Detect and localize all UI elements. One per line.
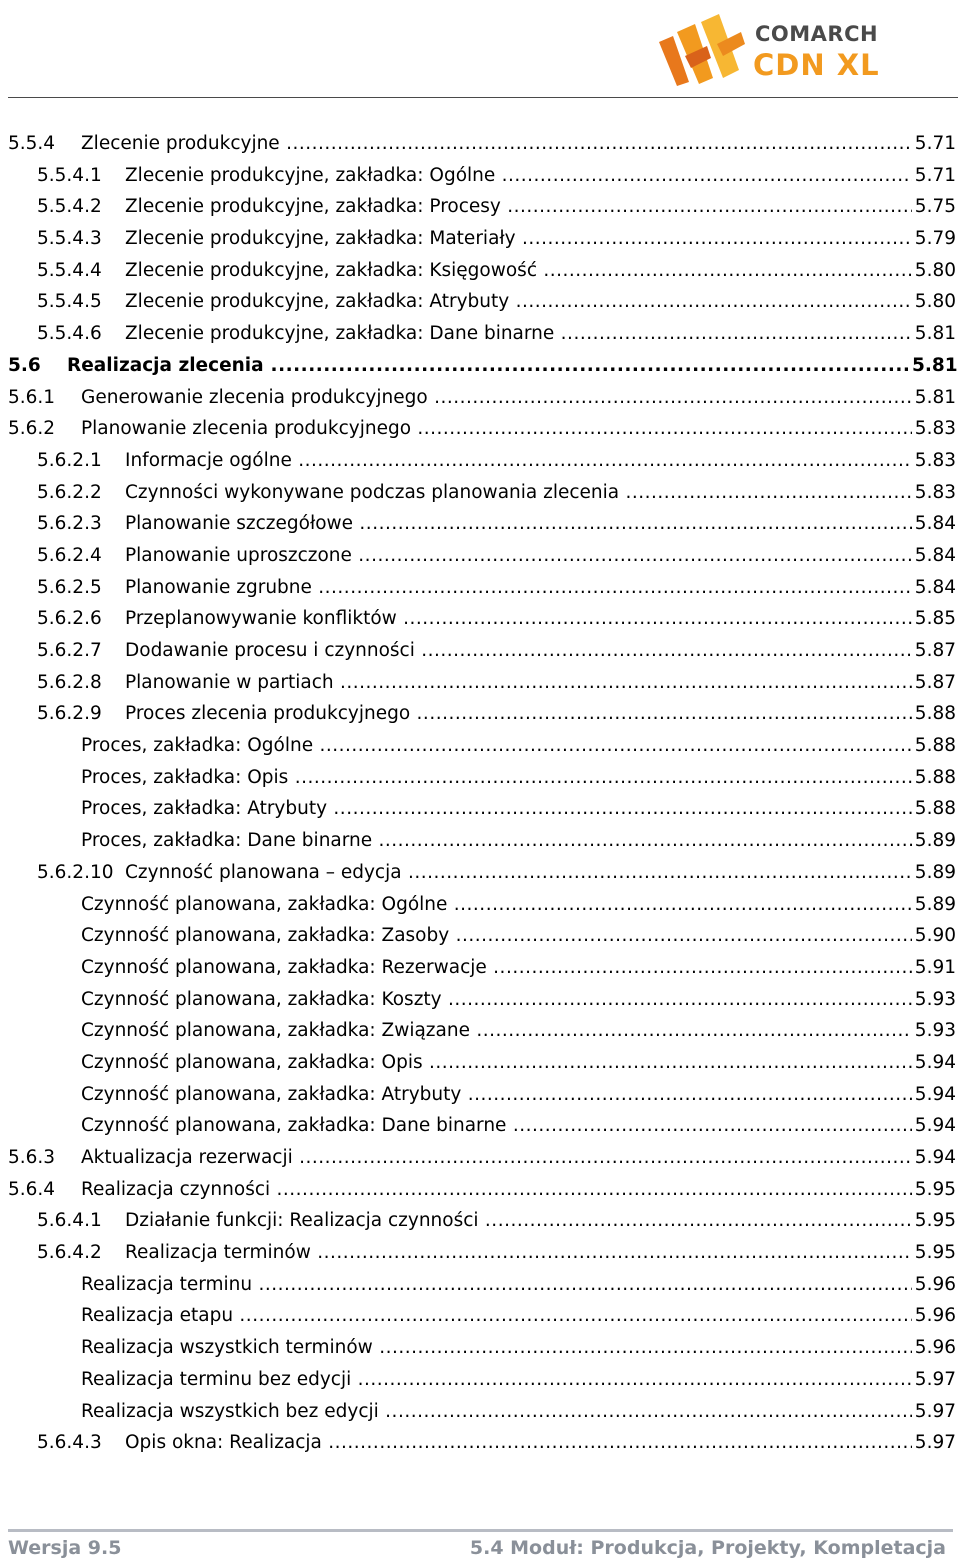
toc-entry-number: 5.5.4.4	[37, 259, 102, 281]
toc-entry-title: Informacje ogólne .....	[125, 445, 914, 477]
logo-product-text: CDN XL	[753, 48, 880, 82]
toc-entry-page: 5.75	[912, 191, 956, 223]
toc-entry-page: 5.94	[912, 1110, 956, 1142]
toc-entry-page: 5.80	[912, 286, 956, 318]
toc-entry-title: Proces, zakładka: Opis .....	[81, 762, 914, 794]
toc-entry-title: Planowanie uproszczone .....	[125, 540, 914, 572]
toc-entry-page: 5.83	[912, 477, 956, 509]
toc-entry-page: 5.81	[912, 382, 956, 414]
toc-entry-title: Generowanie zlecenia produkcyjnego .....	[81, 382, 914, 414]
toc-entry[interactable]	[0, 1142, 960, 1174]
toc-entry-title: Proces zlecenia produkcyjnego .....	[125, 698, 914, 730]
toc-entry-title: Czynności wykonywane podczas planowania zlecenia .....	[125, 477, 914, 509]
footer-divider	[8, 1529, 953, 1532]
toc-entry-number: 5.6.4.2	[37, 1242, 102, 1264]
toc-entry-title: Przeplanowywanie konfliktów .....	[125, 603, 914, 635]
toc-entry[interactable]	[0, 477, 960, 509]
toc-entry-page: 5.87	[912, 667, 956, 699]
toc-entry[interactable]	[0, 730, 960, 762]
toc-entry-number: 5.5.4	[8, 133, 56, 154]
toc-entry-number: 5.6.3	[8, 1147, 56, 1168]
toc-entry-title: Czynność planowana, zakładka: Zasoby .....	[81, 920, 914, 952]
toc-entry-page: 5.80	[912, 255, 956, 287]
toc-entry[interactable]	[0, 1015, 960, 1047]
comarch-w-logo-icon	[655, 12, 755, 88]
toc-entry-page: 5.95	[912, 1174, 956, 1206]
toc-entry-page: 5.96	[912, 1332, 956, 1364]
header-divider	[8, 97, 958, 98]
toc-entry-title: Proces, zakładka: Ogólne .....	[81, 730, 914, 762]
toc-entry-number: 5.6.2.4	[37, 544, 102, 566]
toc-entry-number: 5.6.2.5	[37, 576, 102, 598]
toc-entry-title: Zlecenie produkcyjne, zakładka: Procesy .....	[125, 191, 914, 223]
toc-entry-page: 5.93	[912, 1015, 956, 1047]
toc-entry[interactable]	[0, 160, 960, 192]
toc-entry[interactable]	[0, 382, 960, 414]
toc-entry[interactable]	[0, 1269, 960, 1301]
toc-entry-title: Zlecenie produkcyjne, zakładka: Dane binarne .....	[125, 318, 914, 350]
toc-entry-number: 5.6.4	[8, 1178, 56, 1200]
toc-entry[interactable]	[0, 1079, 960, 1111]
toc-entry[interactable]	[0, 984, 960, 1016]
toc-entry-number: 5.6.2.9	[37, 703, 102, 725]
toc-entry[interactable]	[0, 825, 960, 857]
toc-entry-page: 5.95	[912, 1205, 956, 1237]
toc-entry[interactable]	[0, 413, 960, 445]
toc-entry-title: Proces, zakładka: Dane binarne .....	[81, 825, 914, 857]
toc-entry-title: Czynność planowana, zakładka: Atrybuty .....	[81, 1079, 914, 1111]
toc-entry-title: Czynność planowana – edycja .....	[125, 857, 914, 889]
toc-entry-number: 5.6.4.3	[37, 1432, 102, 1454]
toc-entry[interactable]	[0, 223, 960, 255]
toc-entry-page: 5.89	[912, 857, 956, 889]
toc-entry-number: 5.5.4.1	[37, 164, 102, 186]
toc-entry[interactable]	[0, 1364, 960, 1396]
toc-entry-page: 5.81	[912, 318, 956, 350]
toc-entry-page: 5.83	[912, 445, 956, 477]
toc-entry[interactable]	[0, 508, 960, 540]
toc-entry[interactable]	[0, 1427, 960, 1459]
toc-entry-page: 5.84	[912, 540, 956, 572]
toc-entry-title: Realizacja wszystkich bez edycji .....	[81, 1396, 914, 1428]
toc-entry-title: Czynność planowana, zakładka: Opis .....	[81, 1047, 914, 1079]
toc-entry[interactable]	[0, 857, 960, 889]
toc-entry[interactable]	[0, 540, 960, 572]
toc-entry-title: Realizacja terminu .....	[81, 1269, 914, 1301]
toc-entry-title: Czynność planowana, zakładka: Ogólne .....	[81, 889, 914, 921]
toc-entry-page: 5.84	[912, 572, 956, 604]
toc-entry-title: Realizacja etapu .....	[81, 1300, 914, 1332]
toc-entry-page: 5.71	[912, 160, 956, 192]
toc-entry[interactable]	[0, 1205, 960, 1237]
toc-entry-title: Czynność planowana, zakładka: Rezerwacje .....	[81, 952, 914, 984]
toc-entry-number: 5.6.2	[8, 418, 56, 440]
toc-entry-title: Proces, zakładka: Atrybuty .....	[81, 793, 914, 825]
toc-entry-title: Aktualizacja rezerwacji .....	[81, 1142, 914, 1174]
toc-entry-title: Zlecenie produkcyjne, zakładka: Materiały .....	[125, 223, 914, 255]
toc-entry-title: Dodawanie procesu i czynności .....	[125, 635, 914, 667]
toc-entry-title: Zlecenie produkcyjne, zakładka: Ogólne .....	[125, 160, 914, 192]
toc-entry-number: 5.5.4.3	[37, 228, 102, 250]
toc-entry-number: 5.6.2.7	[37, 640, 102, 661]
toc-entry-page: 5.97	[912, 1427, 956, 1459]
toc-entry[interactable]	[0, 635, 960, 667]
comarch-cdn-xl-logo	[655, 12, 885, 88]
table-of-contents	[0, 128, 960, 1459]
toc-entry[interactable]	[0, 1047, 960, 1079]
toc-entry[interactable]	[0, 952, 960, 984]
toc-entry[interactable]	[0, 1174, 960, 1206]
toc-entry-number: 5.6	[8, 354, 41, 376]
toc-entry-number: 5.6.2.1	[37, 449, 102, 471]
toc-entry-title: Planowanie szczegółowe .....	[125, 508, 914, 540]
toc-entry[interactable]	[0, 667, 960, 699]
toc-entry-title: Czynność planowana, zakładka: Związane .....	[81, 1015, 914, 1047]
toc-entry-page: 5.91	[912, 952, 956, 984]
toc-entry[interactable]	[0, 255, 960, 287]
toc-entry-page: 5.96	[912, 1269, 956, 1301]
toc-entry[interactable]	[0, 128, 960, 160]
toc-entry-title: Zlecenie produkcyjne, zakładka: Księgowość .....	[125, 255, 914, 287]
toc-entry-title: Planowanie zgrubne .....	[125, 572, 914, 604]
toc-entry[interactable]	[0, 1237, 960, 1269]
toc-entry-title: Zlecenie produkcyjne, zakładka: Atrybuty .....	[125, 286, 914, 318]
toc-entry-page: 5.93	[912, 984, 956, 1016]
toc-entry-number: 5.6.2.6	[37, 608, 102, 630]
footer-module-title: 5.4 Moduł: Produkcja, Projekty, Kompletacja	[469, 1537, 946, 1559]
toc-entry-title: Działanie funkcji: Realizacja czynności .....	[125, 1205, 914, 1237]
toc-entry[interactable]	[0, 1396, 960, 1428]
toc-entry-title: Realizacja zlecenia .....	[67, 350, 914, 382]
toc-entry-page: 5.79	[912, 223, 956, 255]
toc-entry-page: 5.81	[912, 350, 956, 382]
toc-entry-title: Czynność planowana, zakładka: Dane binarne .....	[81, 1110, 914, 1142]
toc-entry-page: 5.94	[912, 1142, 956, 1174]
toc-entry[interactable]	[0, 350, 960, 382]
toc-entry-page: 5.88	[912, 698, 956, 730]
toc-entry-number: 5.6.2.3	[37, 513, 102, 535]
toc-entry-title: Realizacja czynności .....	[81, 1174, 914, 1206]
toc-entry[interactable]	[0, 318, 960, 350]
toc-entry-title: Planowanie zlecenia produkcyjnego .....	[81, 413, 914, 445]
toc-entry-page: 5.94	[912, 1047, 956, 1079]
toc-entry-page: 5.89	[912, 889, 956, 921]
logo-brand-text: COMARCH	[755, 22, 879, 46]
toc-entry-page: 5.71	[912, 128, 956, 160]
toc-entry[interactable]	[0, 920, 960, 952]
toc-entry-page: 5.84	[912, 508, 956, 540]
toc-entry-page: 5.94	[912, 1079, 956, 1111]
footer-version: Wersja 9.5	[8, 1537, 122, 1559]
toc-entry[interactable]	[0, 698, 960, 730]
toc-entry-page: 5.90	[912, 920, 956, 952]
toc-entry-title: Zlecenie produkcyjne .....	[81, 128, 914, 160]
toc-entry[interactable]	[0, 1300, 960, 1332]
toc-entry-number: 5.5.4.2	[37, 196, 102, 218]
toc-entry-number: 5.6.1	[8, 386, 56, 408]
toc-entry-title: Realizacja wszystkich terminów .....	[81, 1332, 914, 1364]
toc-entry[interactable]	[0, 762, 960, 794]
toc-entry-page: 5.88	[912, 730, 956, 762]
toc-entry-title: Realizacja terminów .....	[125, 1237, 914, 1269]
toc-entry[interactable]	[0, 445, 960, 477]
toc-entry[interactable]	[0, 1110, 960, 1142]
toc-entry-number: 5.6.2.8	[37, 671, 102, 693]
toc-entry-title: Opis okna: Realizacja .....	[125, 1427, 914, 1459]
toc-entry-number: 5.5.4.5	[37, 291, 102, 313]
toc-entry-page: 5.83	[912, 413, 956, 445]
toc-entry-page: 5.88	[912, 762, 956, 794]
toc-entry-page: 5.95	[912, 1237, 956, 1269]
toc-entry-number: 5.6.2.10	[37, 861, 114, 883]
toc-entry-page: 5.97	[912, 1396, 956, 1428]
toc-entry-number: 5.6.4.1	[37, 1210, 102, 1232]
toc-entry-number: 5.5.4.6	[37, 323, 102, 345]
toc-entry[interactable]	[0, 1332, 960, 1364]
toc-entry[interactable]	[0, 889, 960, 921]
toc-entry[interactable]	[0, 603, 960, 635]
toc-entry[interactable]	[0, 286, 960, 318]
toc-entry-title: Czynność planowana, zakładka: Koszty .....	[81, 984, 914, 1016]
toc-entry-title: Realizacja terminu bez edycji .....	[81, 1364, 914, 1396]
toc-entry-page: 5.97	[912, 1364, 956, 1396]
toc-entry[interactable]	[0, 572, 960, 604]
toc-entry-page: 5.96	[912, 1300, 956, 1332]
toc-entry[interactable]	[0, 191, 960, 223]
toc-entry-page: 5.88	[912, 793, 956, 825]
toc-entry-page: 5.89	[912, 825, 956, 857]
toc-entry-title: Planowanie w partiach .....	[125, 667, 914, 699]
toc-entry-page: 5.87	[912, 635, 956, 667]
toc-entry-number: 5.6.2.2	[37, 481, 102, 503]
toc-entry-page: 5.85	[912, 603, 956, 635]
toc-entry[interactable]	[0, 793, 960, 825]
